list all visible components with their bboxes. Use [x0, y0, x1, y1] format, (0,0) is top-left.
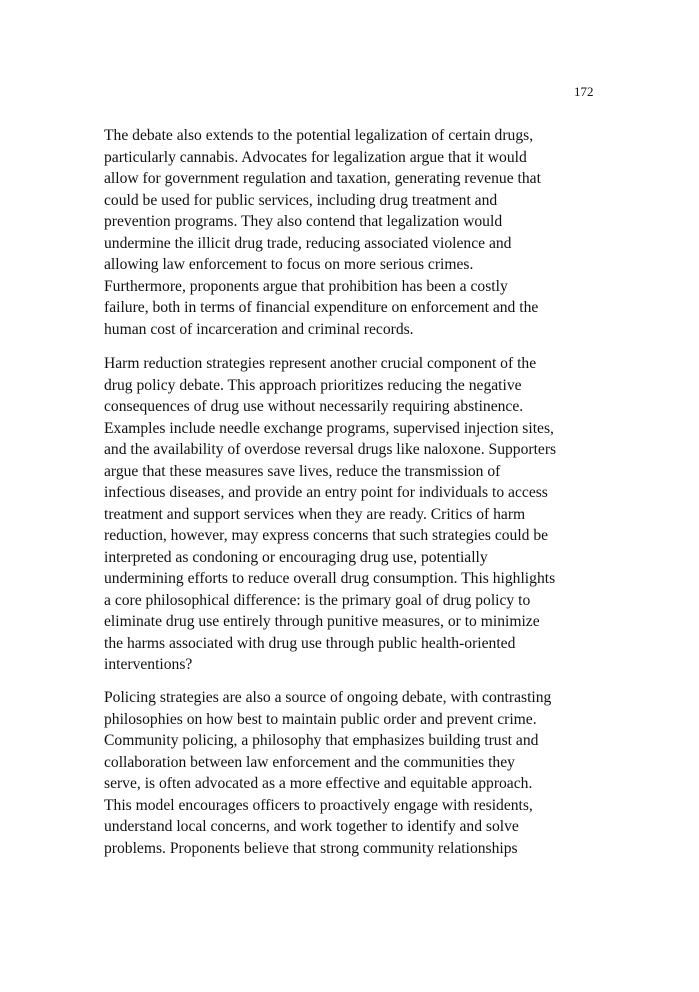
text-line: particularly cannabis. Advocates for legalization argue that it would: [104, 148, 527, 166]
text-line: allow for government regulation and taxation, generating revenue that: [104, 170, 541, 187]
text-line: a core philosophical difference: is the primary goal of drug policy to: [104, 591, 531, 609]
text-line: collaboration between law enforcement and the communities they: [104, 753, 515, 771]
text-line: human cost of incarceration and criminal records.: [104, 320, 414, 338]
text-line: This model encourages officers to proactively engage with residents,: [104, 796, 533, 814]
text-line: reduction, however, may express concerns that such strategies could be: [104, 527, 549, 544]
text-line: allowing law enforcement to focus on more serious crimes.: [104, 256, 474, 273]
text-line: treatment and support services when they are ready. Critics of harm: [104, 505, 526, 523]
text-line: interpreted as condoning or encouraging drug use, potentially: [104, 548, 488, 566]
text-line: philosophies on how best to maintain public order and prevent crime.: [104, 710, 537, 728]
text-line: consequences of drug use without necessarily requiring abstinence.: [104, 398, 524, 415]
text-line: infectious diseases, and provide an entry point for individuals to access: [104, 484, 548, 501]
text-line: serve, is often advocated as a more effective and equitable approach.: [104, 775, 533, 792]
text-line: understand local concerns, and work together to identify and solve: [104, 818, 519, 835]
text-line: and the availability of overdose reversal drugs like naloxone. Supporters: [104, 441, 557, 458]
text-line: could be used for public services, including drug treatment and: [104, 191, 498, 209]
page-number: 172: [574, 84, 594, 99]
text-line: The debate also extends to the potential legalization of certain drugs,: [104, 127, 534, 144]
text-line: failure, both in terms of financial expenditure on enforcement and the: [104, 299, 539, 316]
text-line: Harm reduction strategies represent another crucial component of the: [104, 355, 537, 372]
text-line: the harms associated with drug use through public health-oriented: [104, 634, 516, 652]
text-line: drug policy debate. This approach prioritizes reducing the negative: [104, 376, 522, 394]
text-line: undermining efforts to reduce overall drug consumption. This highlights: [104, 570, 556, 587]
text-line: Policing strategies are also a source of ongoing debate, with contrasting: [104, 689, 552, 706]
text-line: problems. Proponents believe that strong community relationships: [104, 839, 518, 857]
text-line: Examples include needle exchange programs, supervised injection sites,: [104, 419, 554, 437]
text-line: interventions?: [104, 656, 193, 673]
text-line: eliminate drug use entirely through punitive measures, or to minimize: [104, 613, 540, 630]
paragraph-legalization: [104, 125, 541, 340]
text-line: undermine the illicit drug trade, reducing associated violence and: [104, 234, 512, 252]
text-line: Furthermore, proponents argue that prohibition has been a costly: [104, 277, 508, 295]
text-line: argue that these measures save lives, reduce the transmission of: [104, 462, 501, 480]
paragraph-policing: [104, 687, 551, 859]
text-line: prevention programs. They also contend that legalization would: [104, 213, 503, 230]
text-line: Community policing, a philosophy that emphasizes building trust and: [104, 732, 539, 749]
paragraph-harm-reduction: [104, 353, 556, 676]
